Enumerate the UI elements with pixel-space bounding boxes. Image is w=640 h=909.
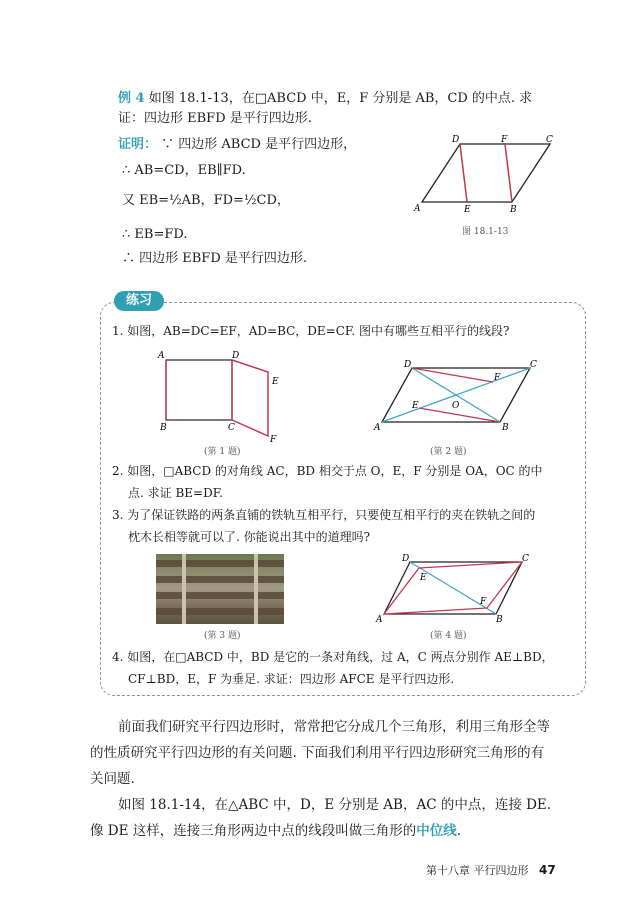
q4-figure xyxy=(372,552,532,624)
proof-line-1 xyxy=(118,136,356,154)
label-f: F xyxy=(501,135,508,145)
body-para1-line1: 前面我们研究平行四边形时，常常把它分成几个三角形，利用三角形全等 xyxy=(118,719,550,735)
label-d: D xyxy=(452,135,460,145)
practice-q2-line1: 2. 如图，□ABCD 的对角线 AC，BD 相交于点 O，E，F 分别是 OA，OC 的中 xyxy=(112,464,543,478)
q1-label-b: B xyxy=(160,423,167,433)
q2-figure xyxy=(372,360,544,432)
rect-abcd xyxy=(166,360,232,420)
q4-label-e: E xyxy=(420,573,427,583)
example-label: 例 4 xyxy=(118,91,145,106)
q4-segment-af xyxy=(384,608,487,614)
practice-tab: 练习 xyxy=(114,291,164,311)
q4-segment-ec xyxy=(419,562,522,568)
body-para2-line2 xyxy=(90,822,461,840)
q4-label-f: F xyxy=(480,597,487,607)
proof-line-4: ∴ EB=FD. xyxy=(122,227,188,242)
q2-label-o: O xyxy=(452,401,460,411)
segment-def xyxy=(232,360,268,436)
q1-label-f: F xyxy=(270,435,277,442)
parallelogram-abcd xyxy=(422,144,550,202)
label-a: A xyxy=(414,204,421,214)
practice-q1: 1. 如图，AB=DC=EF，AD=BC，DE=CF. 图中有哪些互相平行的线段? xyxy=(112,324,510,338)
figure-18-1-13 xyxy=(410,132,560,214)
q1-label-d: D xyxy=(232,351,240,361)
practice-q4-line1: 4. 如图，在□ABCD 中，BD 是它的一条对角线，过 A，C 两点分别作 AE⊥BD， xyxy=(112,650,554,664)
label-c: C xyxy=(546,135,553,145)
body-para2-text: 像 DE 这样，连接三角形两边中点的线段叫做三角形的 xyxy=(90,823,417,839)
page-number: 47 xyxy=(539,863,556,877)
practice-q3-line2: 枕木长相等就可以了. 你能说出其中的道理吗? xyxy=(128,530,371,544)
q2-label-b: B xyxy=(502,423,509,432)
q4-segment-cf xyxy=(487,562,522,608)
q2-label-d: D xyxy=(404,360,412,370)
q4-segment-ae xyxy=(384,568,419,614)
q3-caption: (第 3 题) xyxy=(204,631,241,641)
body-para1-line3: 关问题. xyxy=(90,771,135,787)
q2-caption: (第 2 题) xyxy=(430,447,467,457)
q2-label-f: F xyxy=(494,373,501,383)
body-para2-line1: 如图 18.1-14，在△ABC 中，D，E 分别是 AB，AC 的中点，连接 DE. xyxy=(118,797,552,813)
practice-q4-line2: CF⊥BD，E，F 为垂足. 求证：四边形 AFCE 是平行四边形. xyxy=(128,672,455,686)
q1-label-c: C xyxy=(228,423,235,433)
q1-label-e: E xyxy=(272,377,279,387)
railway-photo xyxy=(156,554,284,624)
proof-line-2: ∴ AB=CD，EB∥FD. xyxy=(122,163,246,178)
body-para2-period: . xyxy=(456,823,462,839)
practice-q3-line1: 3. 为了保证铁路的两条直铺的铁轨互相平行，只要使互相平行的夹在铁轨之间的 xyxy=(112,508,536,522)
q4-label-b: B xyxy=(496,615,503,624)
practice-q2-line2: 点. 求证 BE=DF. xyxy=(128,486,223,500)
q1-figure xyxy=(152,346,292,442)
example-statement-line2: 证：四边形 EBFD 是平行四边形. xyxy=(118,111,312,126)
body-para1-line2: 的性质研究平行四边形的有关问题. 下面我们利用平行四边形研究三角形的有 xyxy=(90,745,545,761)
term-midline: 中位线 xyxy=(416,823,457,839)
label-e: E xyxy=(464,205,471,214)
q2-label-a: A xyxy=(374,423,381,432)
q4-label-c: C xyxy=(522,554,529,564)
q4-caption: (第 4 题) xyxy=(430,631,467,641)
proof-line-5: ∴ 四边形 EBFD 是平行四边形. xyxy=(122,251,308,266)
segment-fb xyxy=(505,144,512,202)
example-heading xyxy=(118,90,532,108)
proof-label: 证明： xyxy=(118,137,158,152)
proof-text-1: ∵ 四边形 ABCD 是平行四边形， xyxy=(161,137,357,152)
segment-de xyxy=(460,144,467,202)
q2-label-e: E xyxy=(412,401,419,411)
chapter-title: 第十八章 平行四边形 xyxy=(426,864,529,877)
q4-label-a: A xyxy=(376,615,383,624)
q1-label-a: A xyxy=(158,351,165,361)
label-b: B xyxy=(510,205,517,214)
figure-caption-18-1-13: 图 18.1-13 xyxy=(462,227,509,237)
example-statement-line1: 如图 18.1-13，在□ABCD 中，E，F 分别是 AB，CD 的中点. 求 xyxy=(148,91,533,106)
page-footer xyxy=(426,862,556,878)
q2-label-c: C xyxy=(530,360,537,370)
q4-label-d: D xyxy=(402,554,410,564)
q1-caption: (第 1 题) xyxy=(204,447,241,457)
proof-line-3: 又 EB=½AB，FD=½CD， xyxy=(122,193,290,208)
